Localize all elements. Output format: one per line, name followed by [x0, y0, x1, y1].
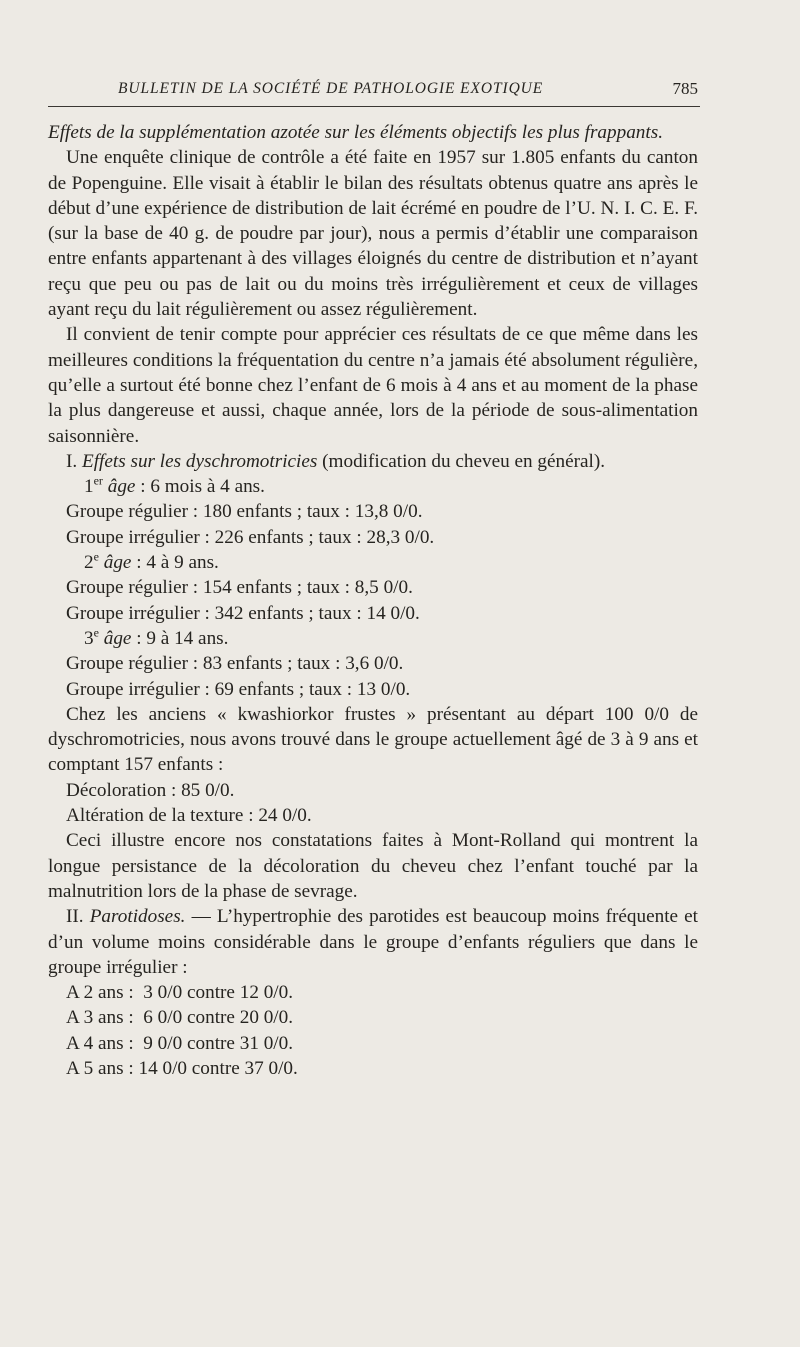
parotid-row-5-ans: A 5 ans : 14 0/0 contre 37 0/0.: [66, 1057, 298, 1079]
decoloration-stat: Décoloration : 85 0/0.: [66, 779, 235, 801]
article-body: [48, 120, 698, 1081]
paragraph-mont-rolland: Ceci illustre encore nos constatations faites à Mont-Rolland qui montrent la longue persistance de la décoloration du cheveu chez l’enfant touché par la malnutrition lors de la phase de sevrage.: [48, 830, 698, 902]
dyschromotricies-heading: I. Effets sur les dyschromotricies (modification du cheveu en général).: [66, 450, 606, 472]
age-label-2: 2e âge : 4 à 9 ans.: [84, 549, 219, 574]
group-irregular-age-2: Groupe irrégulier : 342 enfants ; taux : 14 0/0.: [66, 602, 420, 624]
running-header: [48, 76, 700, 107]
age-label-1: 1er âge : 6 mois à 4 ans.: [84, 473, 265, 498]
paragraph-kwashiorkor: Chez les anciens « kwashiorkor frustes » présentant au départ 100 0/0 de dyschromotricies, nous avons trouvé dans le groupe actuellement âgé de 3 à 9 ans et comptant 157 enfants :: [48, 703, 698, 776]
age-label-3: 3e âge : 9 à 14 ans.: [84, 625, 229, 649]
page-number: 785: [672, 79, 698, 98]
group-irregular-age-1: Groupe irrégulier : 226 enfants ; taux : 28,3 0/0.: [66, 526, 435, 548]
paragraph-enquete: Une enquête clinique de contrôle a été faite en 1957 sur 1.805 enfants du canton de Popenguine. Elle visait à établir le bilan des résultats obtenus quatre ans après le début d’une expérience de distribution de lait écrémé en poudre de l’U. N. I. C. E. F. (sur la base de 40 g. de poudre par jour), nous a permis d’établir une comparaison entre enfants appartenant à des villages éloignés du centre de distribution et n’ayant reçu que peu ou pas de lait ou du moins très irrégulièrement et ceux de villages ayant reçu du lait régulièrement ou assez régulièrement.: [48, 147, 698, 321]
journal-title: BULLETIN DE LA SOCIÉTÉ DE PATHOLOGIE EXOTIQUE: [118, 80, 544, 97]
parotid-row-4-ans: A 4 ans : 9 0/0 contre 31 0/0.: [66, 1032, 294, 1054]
parotid-row-2-ans: A 2 ans : 3 0/0 contre 12 0/0.: [66, 982, 294, 1004]
parotid-row-3-ans: A 3 ans : 6 0/0 contre 20 0/0.: [66, 1007, 294, 1029]
group-irregular-age-3: Groupe irrégulier : 69 enfants ; taux : 13 0/0.: [66, 678, 411, 700]
parotidoses-paragraph: II. Parotidoses. — L’hypertrophie des parotides est beaucoup moins fréquente et d’un volume moins considérable dans le groupe d’enfants réguliers que dans le groupe irrégulier :: [48, 906, 699, 978]
paragraph-frequentation: Il convient de tenir compte pour apprécier ces résultats de ce que même dans les meilleures conditions la fréquentation du centre n’a jamais été absolument régulière, qu’elle a surtout été bonne chez l’enfant de 6 mois à 4 ans et au moment de la phase la plus dangereuse et aussi, chaque année, lors de la période de sous-alimentation saisonnière.: [48, 324, 698, 447]
section-title: Effets de la supplémentation azotée sur les éléments objectifs les plus frappants.: [48, 122, 663, 143]
group-regular-age-2: Groupe régulier : 154 enfants ; taux : 8,5 0/0.: [66, 577, 413, 599]
alteration-stat: Altération de la texture : 24 0/0.: [66, 805, 312, 827]
group-regular-age-3: Groupe régulier : 83 enfants ; taux : 3,6 0/0.: [66, 653, 404, 675]
group-regular-age-1: Groupe régulier : 180 enfants ; taux : 13,8 0/0.: [66, 501, 423, 523]
